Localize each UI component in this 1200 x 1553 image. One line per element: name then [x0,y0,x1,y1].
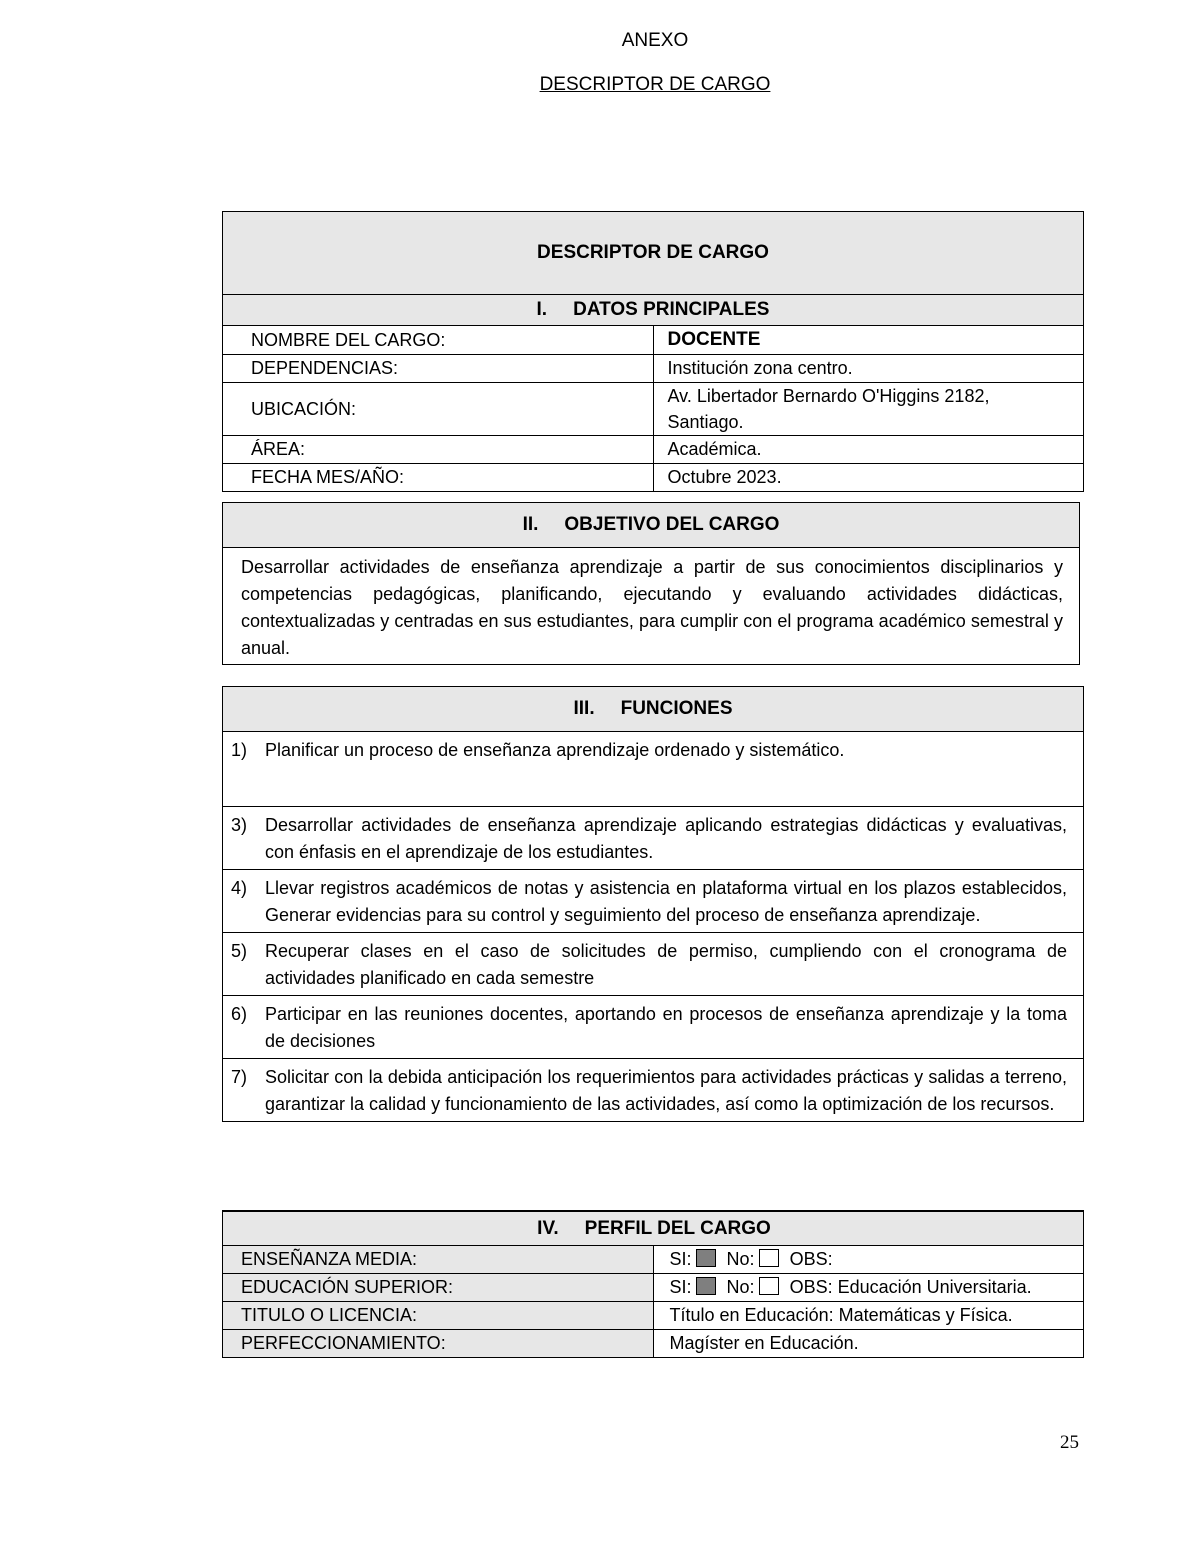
objetivo-text: Desarrollar actividades de enseñanza aprendizaje a partir de sus conocimientos disciplinarios y competencias pedagógicas, planificando, ejecutando y evaluando actividades didácticas, contextualizadas y centradas en sus estudiantes, para cumplir con el programa académico semestral y anual. [223,548,1080,665]
section-header-funciones [223,687,1084,732]
media-no-checkbox[interactable] [759,1249,779,1267]
superior-no-checkbox[interactable] [759,1277,779,1295]
field-value: Título en Educación: Matemáticas y Física. [653,1302,1084,1330]
field-label: ENSEÑANZA MEDIA: [223,1246,654,1274]
si-label: SI: [669,1249,692,1270]
field-label: UBICACIÓN: [223,382,654,435]
superior-obs-value: Educación Universitaria. [837,1277,1032,1298]
item-text: Solicitar con la debida anticipación los requerimientos para actividades prácticas y salidas a terreno, garantizar la calidad y funcionamiento de las actividades, así como la optimización de los recursos. [265,1067,1067,1114]
item-number: 7) [231,1067,248,1087]
section-title: PERFIL DEL CARGO [584,1217,771,1239]
annex-heading: ANEXO [621,30,689,51]
table-row [223,1274,1084,1302]
field-value: Magíster en Educación. [653,1330,1084,1358]
item-number: 6) [231,1004,248,1024]
table-row [223,326,1084,355]
list-item [223,732,1084,807]
list-item [223,807,1084,870]
section-header-objetivo [223,503,1080,548]
field-label: EDUCACIÓN SUPERIOR: [223,1274,654,1302]
section-title: OBJETIVO DEL CARGO [564,514,780,536]
obs-label: OBS: [789,1277,833,1298]
superior-options [653,1274,1084,1302]
item-number: 4) [231,878,248,898]
table-row [223,382,1084,435]
item-number: 5) [231,941,248,961]
field-label: DEPENDENCIAS: [223,354,654,382]
no-label: No: [726,1277,755,1298]
field-label: ÁREA: [223,435,654,463]
section-number: IV. [537,1217,559,1239]
item-text: Desarrollar actividades de enseñanza aprendizaje aplicando estrategias didácticas y evaluativas, con énfasis en el aprendizaje de los estudiantes. [265,815,1067,862]
cargo-name-value: DOCENTE [653,326,1084,355]
funciones-table [222,686,1084,1122]
list-item [223,933,1084,996]
si-label: SI: [669,1277,692,1298]
item-number: 3) [231,815,248,835]
item-text: Participar en las reuniones docentes, aportando en procesos de enseñanza aprendizaje y la toma de decisiones [265,1004,1067,1051]
section-number: III. [573,698,595,720]
section-header-perfil [223,1211,1084,1246]
table-row [223,463,1084,491]
field-value: Octubre 2023. [653,463,1084,491]
media-options [653,1246,1084,1274]
table-row [223,435,1084,463]
list-item [223,1059,1084,1122]
section-number: II. [522,514,539,536]
item-number: 1) [231,740,248,760]
media-si-checkbox[interactable] [696,1249,716,1267]
section-number: I. [536,299,548,321]
descriptor-table-title: DESCRIPTOR DE CARGO [223,212,1084,295]
field-label: TITULO O LICENCIA: [223,1302,654,1330]
list-item [223,870,1084,933]
item-text: Llevar registros académicos de notas y asistencia en plataforma virtual en los plazos establecidos, Generar evidencias para su control y seguimiento del proceso de enseñanza aprendizaje. [265,878,1067,925]
section-header-datos [223,295,1084,326]
table-row [223,1302,1084,1330]
item-text: Recuperar clases en el caso de solicitudes de permiso, cumpliendo con el cronograma de actividades planificado en cada semestre [265,941,1067,988]
field-value: Institución zona centro. [653,354,1084,382]
field-value: Av. Libertador Bernardo O'Higgins 2182, Santiago. [653,382,1084,435]
section-title: FUNCIONES [620,698,733,720]
document-title: DESCRIPTOR DE CARGO [539,74,771,95]
section-title: DATOS PRINCIPALES [573,299,770,321]
datos-principales-table [222,211,1084,492]
obs-label: OBS: [789,1249,833,1270]
field-label: PERFECCIONAMIENTO: [223,1330,654,1358]
field-label: NOMBRE DEL CARGO: [223,326,654,355]
item-text: Planificar un proceso de enseñanza aprendizaje ordenado y sistemático. [265,740,845,760]
list-item [223,996,1084,1059]
perfil-table [222,1210,1084,1358]
table-row [223,1246,1084,1274]
table-row [223,354,1084,382]
table-row [223,1330,1084,1358]
superior-si-checkbox[interactable] [696,1277,716,1295]
no-label: No: [726,1249,755,1270]
field-value: Académica. [653,435,1084,463]
objetivo-table [222,502,1080,665]
page-number: 25 [1060,1432,1079,1453]
field-label: FECHA MES/AÑO: [223,463,654,491]
